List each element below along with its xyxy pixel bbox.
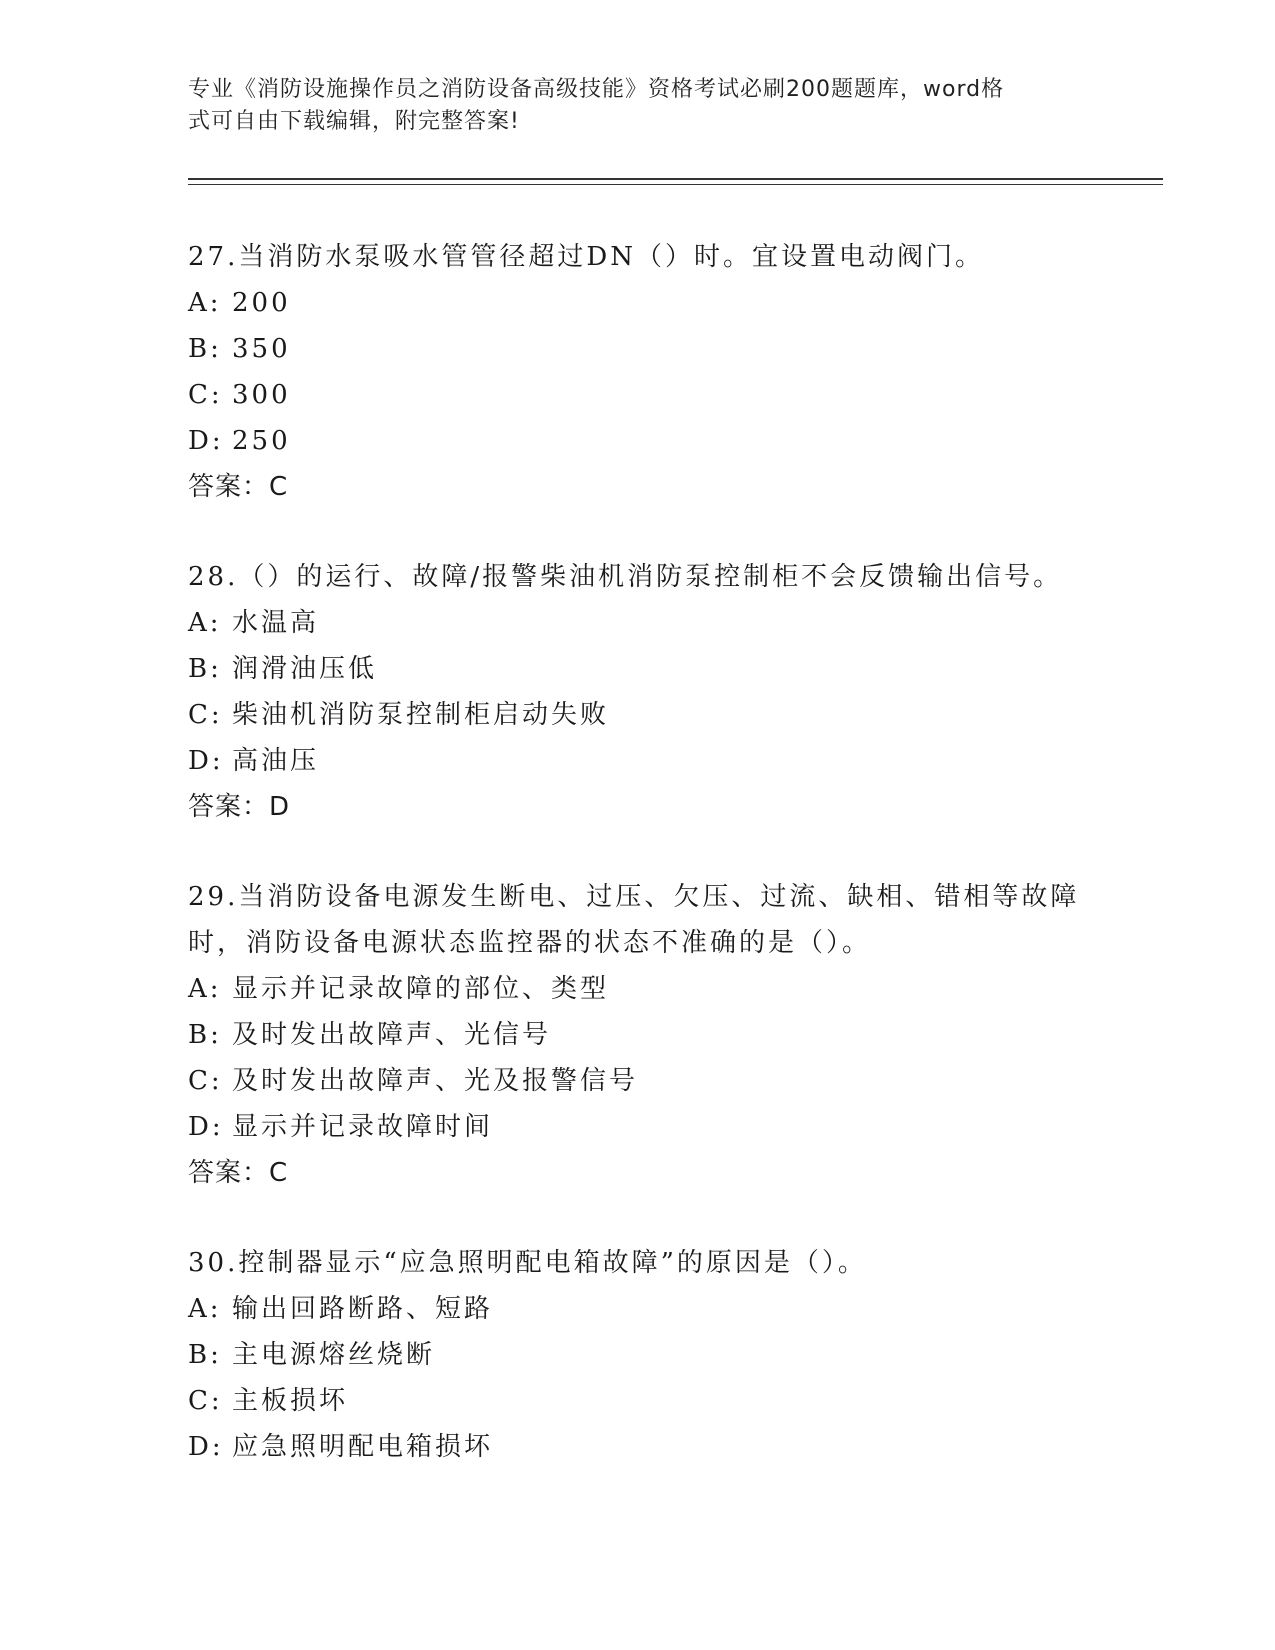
option-d: [188, 418, 1088, 464]
option-text: 水温高: [232, 608, 320, 638]
option-key: C:: [188, 1386, 223, 1416]
option-text: 及时发出故障声、光及报警信号: [232, 1066, 639, 1096]
header-line-2: 式可自由下载编辑，附完整答案!: [188, 109, 520, 134]
option-a: [188, 1286, 1088, 1332]
question-28: [188, 554, 1088, 830]
option-d: [188, 1104, 1088, 1150]
option-text: 及时发出故障声、光信号: [232, 1020, 552, 1050]
option-text: 柴油机消防泵控制柜启动失败: [232, 700, 610, 730]
option-c: [188, 372, 1088, 418]
question-stem-line-2: 时，消防设备电源状态监控器的状态不准确的是（）。: [188, 928, 872, 958]
option-key: B:: [188, 334, 222, 364]
option-b: [188, 646, 1088, 692]
option-key: D:: [188, 1432, 224, 1462]
option-c: [188, 1058, 1088, 1104]
option-key: C:: [188, 380, 223, 410]
option-text: 350: [232, 334, 291, 364]
option-text: 输出回路断路、短路: [232, 1294, 494, 1324]
option-a: [188, 966, 1088, 1012]
option-text: 200: [232, 288, 291, 318]
answer-line: 答案：C: [188, 472, 289, 502]
option-text: 主电源熔丝烧断: [232, 1340, 436, 1370]
question-29: [188, 874, 1088, 1196]
question-stem: 28.（）的运行、故障/报警柴油机消防泵控制柜不会反馈输出信号。: [188, 562, 1063, 592]
option-b: [188, 1332, 1088, 1378]
option-key: A:: [188, 288, 222, 318]
option-b: [188, 1012, 1088, 1058]
option-key: B:: [188, 654, 222, 684]
header-divider-bottom: [188, 184, 1163, 185]
option-key: C:: [188, 1066, 223, 1096]
option-text: 显示并记录故障的部位、类型: [232, 974, 610, 1004]
option-text: 应急照明配电箱损坏: [232, 1432, 494, 1462]
question-27: [188, 234, 1088, 510]
option-text: 300: [232, 380, 291, 410]
answer-line: 答案：C: [188, 1158, 289, 1188]
option-key: D:: [188, 426, 224, 456]
option-key: A:: [188, 974, 222, 1004]
option-text: 润滑油压低: [232, 654, 378, 684]
option-key: C:: [188, 700, 223, 730]
option-a: [188, 280, 1088, 326]
option-key: D:: [188, 1112, 224, 1142]
option-key: D:: [188, 746, 224, 776]
question-stem: 30.控制器显示“应急照明配电箱故障”的原因是（）。: [188, 1248, 867, 1278]
question-30: [188, 1240, 1088, 1470]
option-b: [188, 326, 1088, 372]
option-key: B:: [188, 1020, 222, 1050]
document-header: [188, 74, 1088, 138]
option-text: 高油压: [232, 746, 320, 776]
option-c: [188, 1378, 1088, 1424]
option-text: 250: [232, 426, 291, 456]
answer-line: 答案：D: [188, 792, 291, 822]
option-key: A:: [188, 1294, 222, 1324]
option-text: 显示并记录故障时间: [232, 1112, 494, 1142]
question-stem: 27.当消防水泵吸水管管径超过DN（）时。宜设置电动阀门。: [188, 242, 984, 272]
option-d: [188, 1424, 1088, 1470]
question-stem-line-1: 29.当消防设备电源发生断电、过压、欠压、过流、缺相、错相等故障: [188, 882, 1080, 912]
header-divider-top: [188, 178, 1163, 180]
option-a: [188, 600, 1088, 646]
option-d: [188, 738, 1088, 784]
option-key: B:: [188, 1340, 222, 1370]
header-line-1: 专业《消防设施操作员之消防设备高级技能》资格考试必刷200题题库，word格: [188, 77, 1005, 102]
option-key: A:: [188, 608, 222, 638]
option-text: 主板损坏: [232, 1386, 349, 1416]
option-c: [188, 692, 1088, 738]
